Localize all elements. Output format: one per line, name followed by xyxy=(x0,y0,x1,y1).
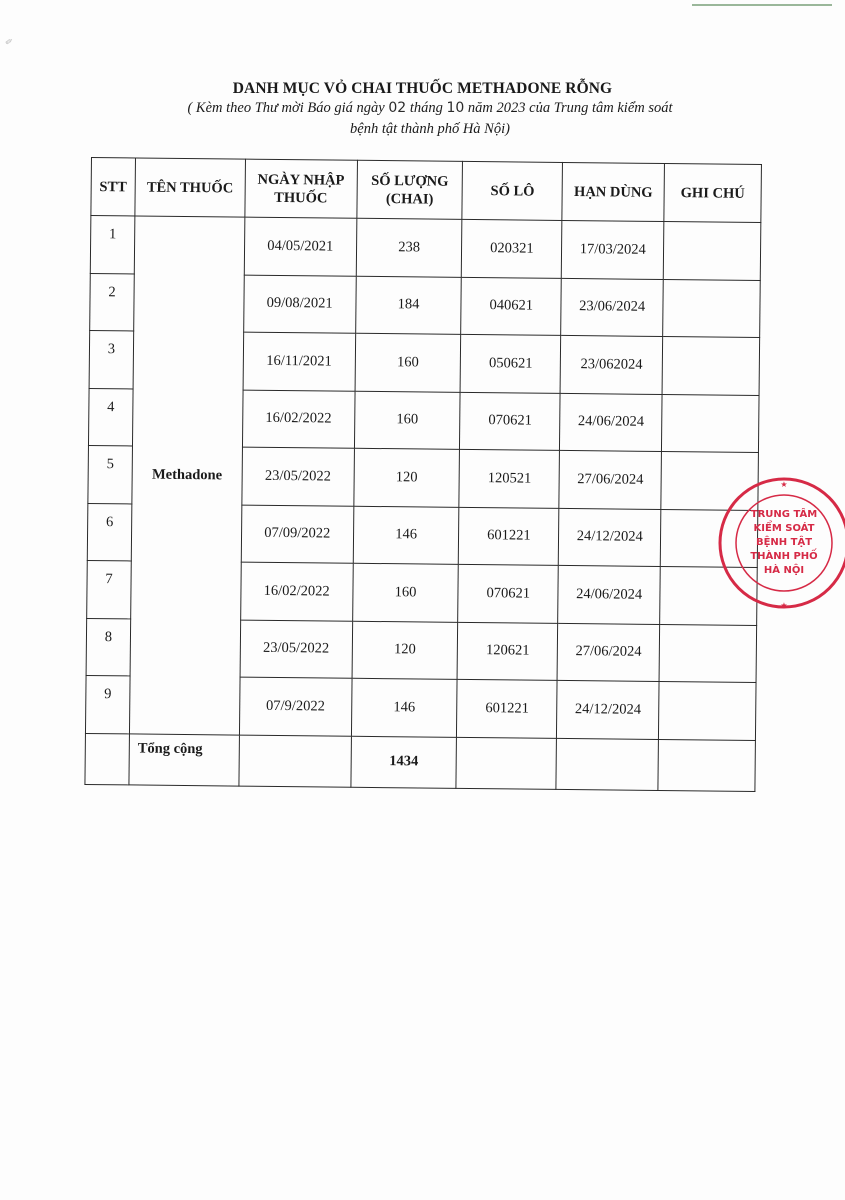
row-import-date: 07/9/2022 xyxy=(239,677,351,736)
row-stt: 6 xyxy=(87,503,132,561)
row-quantity: 184 xyxy=(355,276,461,335)
seal-text-line: TRUNG TÂM xyxy=(750,509,818,520)
row-lot-number: 020321 xyxy=(462,219,562,278)
total-stt-empty xyxy=(85,733,129,784)
header-quantity xyxy=(357,160,463,219)
svg-text:★: ★ xyxy=(780,480,788,489)
row-import-date: 09/08/2021 xyxy=(243,275,355,334)
total-row xyxy=(85,733,755,791)
row-note xyxy=(663,222,760,281)
total-label: Tổng cộng xyxy=(129,733,239,785)
handwritten-day: 02 xyxy=(388,100,407,116)
margin-pencil-mark: ✎ xyxy=(3,36,15,46)
official-red-seal xyxy=(714,473,845,613)
row-expiry-date: 24/06/2024 xyxy=(560,393,662,452)
table-header-row xyxy=(91,158,762,223)
row-quantity: 120 xyxy=(354,448,460,507)
row-stt: 9 xyxy=(85,675,130,733)
row-import-date: 23/05/2022 xyxy=(242,447,354,506)
row-stt: 8 xyxy=(86,618,131,676)
row-import-date: 16/11/2021 xyxy=(243,332,355,391)
row-quantity: 146 xyxy=(353,506,459,565)
row-note xyxy=(659,624,756,683)
header-note: GHI CHÚ xyxy=(664,164,761,223)
row-import-date: 07/09/2022 xyxy=(241,505,353,564)
row-expiry-date: 23/06/2024 xyxy=(561,278,663,337)
row-note xyxy=(663,279,760,338)
row-expiry-date: 17/03/2024 xyxy=(562,220,664,279)
row-expiry-date: 27/06/2024 xyxy=(559,450,661,509)
row-stt: 3 xyxy=(89,330,134,388)
header-import-date-line2: THUỐC xyxy=(274,189,328,206)
row-expiry-date: 23/062024 xyxy=(560,335,662,394)
row-stt: 5 xyxy=(88,445,133,503)
header-import-date xyxy=(245,159,357,218)
header-expiry-date: HẠN DÙNG xyxy=(562,162,664,221)
drug-name-cell: Methadone xyxy=(129,216,244,735)
row-stt: 1 xyxy=(90,216,135,274)
row-stt: 7 xyxy=(87,560,132,618)
row-lot-number: 601221 xyxy=(457,679,557,738)
total-note-empty xyxy=(658,739,755,791)
seal-text-line: HÀ NỘI xyxy=(763,565,805,576)
row-stt: 4 xyxy=(88,388,133,446)
seal-text-line: KIỂM SOÁT xyxy=(753,523,815,534)
row-import-date: 04/05/2021 xyxy=(244,217,356,276)
row-expiry-date: 27/06/2024 xyxy=(557,623,659,682)
handwritten-month: 10 xyxy=(446,100,465,116)
row-lot-number: 070621 xyxy=(458,564,558,623)
row-lot-number: 070621 xyxy=(460,392,560,451)
row-quantity: 120 xyxy=(352,621,458,680)
row-import-date: 16/02/2022 xyxy=(240,562,352,621)
subtitle-text-2: tháng xyxy=(406,100,447,116)
row-note xyxy=(662,394,759,453)
row-lot-number: 050621 xyxy=(461,334,561,393)
row-lot-number: 601221 xyxy=(459,507,559,566)
svg-text:★: ★ xyxy=(780,601,788,610)
total-expiry-empty xyxy=(556,738,658,790)
header-quantity-line1: SỐ LƯỢNG xyxy=(371,172,449,190)
row-quantity: 160 xyxy=(355,333,461,392)
row-expiry-date: 24/06/2024 xyxy=(558,565,660,624)
seal-text-line: THÀNH PHỐ xyxy=(750,551,818,562)
methadone-bottle-table xyxy=(84,157,762,791)
document-subtitle xyxy=(110,98,750,140)
row-import-date: 16/02/2022 xyxy=(242,390,354,449)
subtitle-line-2: bệnh tật thành phố Hà Nội) xyxy=(350,121,510,137)
total-lot-empty xyxy=(456,737,556,789)
table-row xyxy=(90,216,761,281)
total-date-empty xyxy=(239,735,351,787)
total-quantity: 1434 xyxy=(351,736,457,788)
header-drug-name: TÊN THUỐC xyxy=(135,158,245,217)
document-title: DANH MỤC VỎ CHAI THUỐC METHADONE RỖNG xyxy=(232,80,613,97)
seal-text-line: BỆNH TẬT xyxy=(755,537,813,548)
row-lot-number: 040621 xyxy=(461,277,561,336)
row-lot-number: 120621 xyxy=(458,622,558,681)
row-note xyxy=(659,681,756,740)
row-quantity: 160 xyxy=(352,563,458,622)
row-quantity: 160 xyxy=(354,391,460,450)
row-expiry-date: 24/12/2024 xyxy=(557,680,659,739)
header-stt: STT xyxy=(91,158,136,216)
header-import-date-line1: NGÀY NHẬP xyxy=(257,171,345,189)
row-expiry-date: 24/12/2024 xyxy=(559,508,661,567)
row-note xyxy=(662,336,759,395)
header-quantity-line2: (CHAI) xyxy=(385,190,434,208)
row-quantity: 146 xyxy=(351,678,457,737)
scan-edge-line xyxy=(692,4,832,6)
row-stt: 2 xyxy=(90,273,135,331)
row-import-date: 23/05/2022 xyxy=(240,620,352,679)
row-quantity: 238 xyxy=(356,218,462,277)
header-lot-number: SỐ LÔ xyxy=(462,161,562,220)
row-lot-number: 120521 xyxy=(459,449,559,508)
subtitle-text-3: năm 2023 của Trung tâm kiểm soát xyxy=(464,100,673,116)
subtitle-text-1: ( Kèm theo Thư mời Báo giá ngày xyxy=(187,100,389,116)
